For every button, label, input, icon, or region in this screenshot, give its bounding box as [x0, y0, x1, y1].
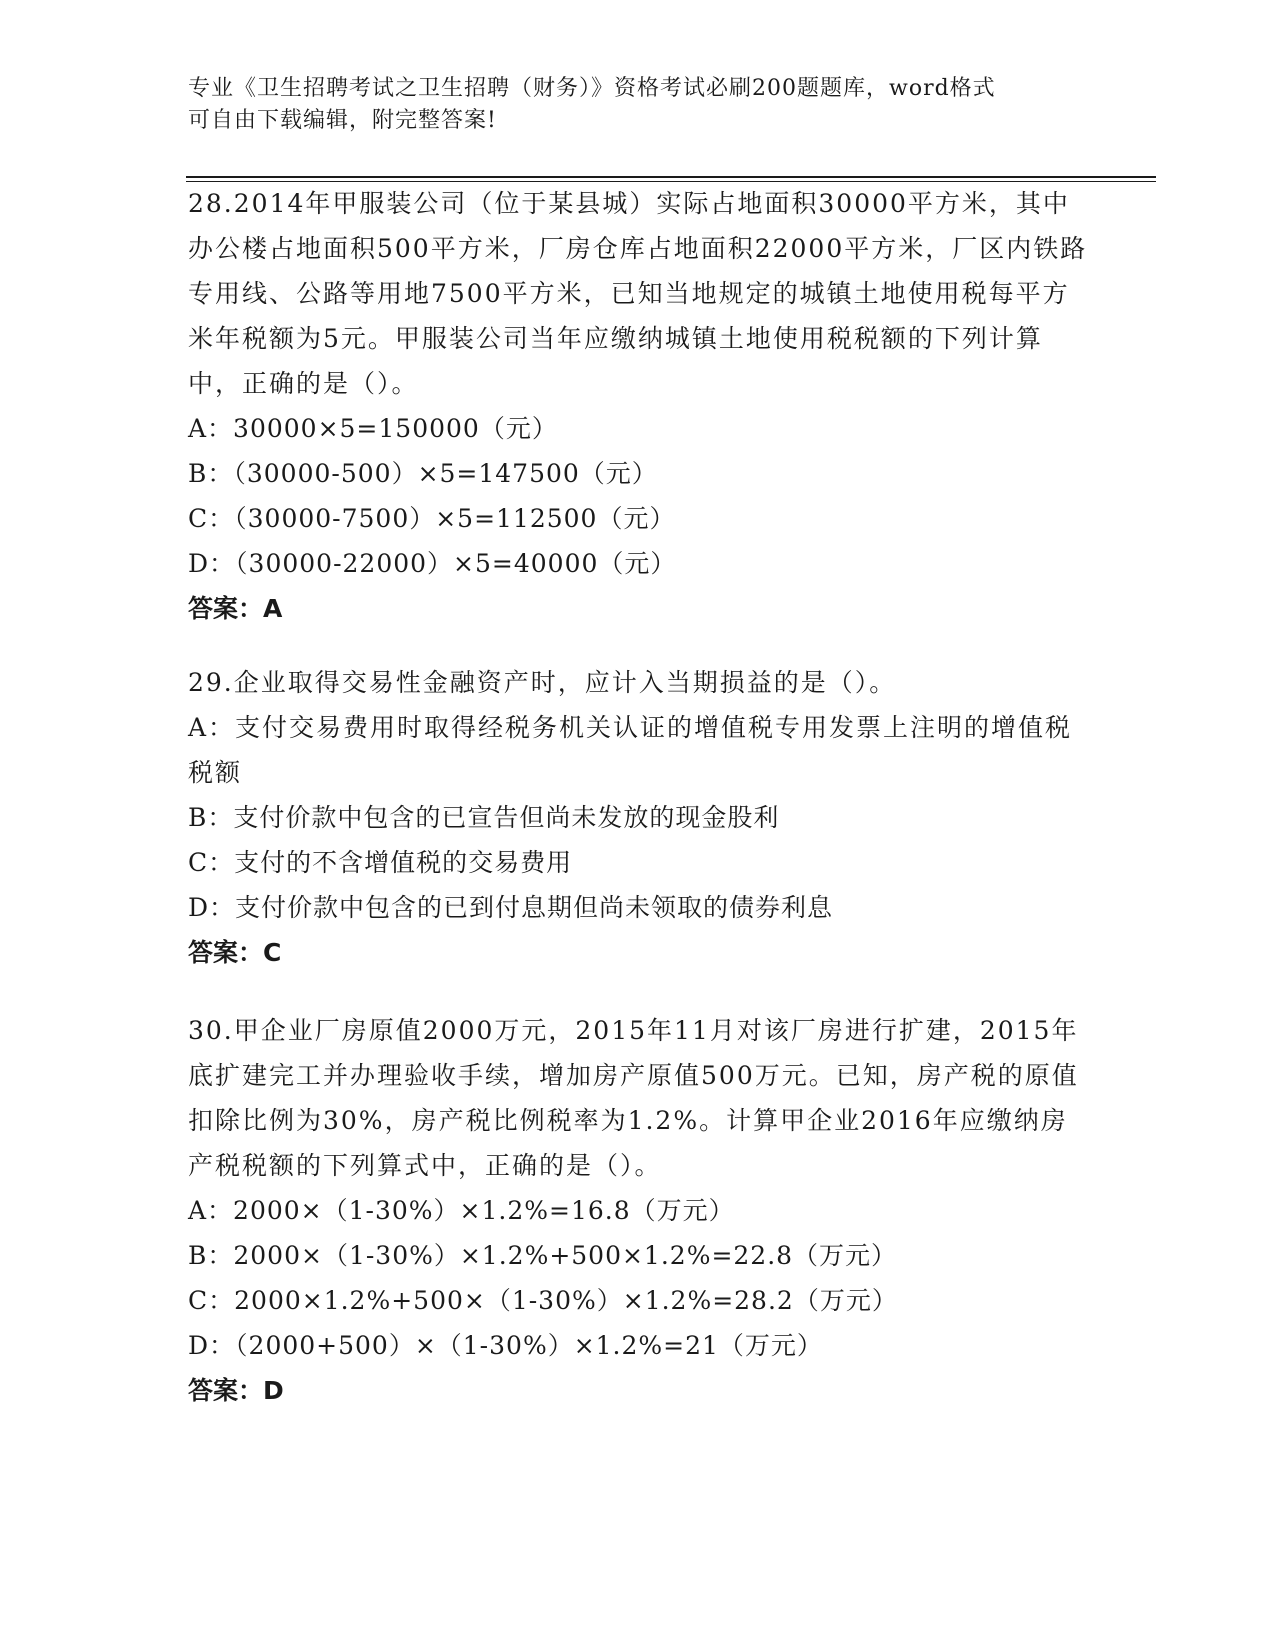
question-29: [188, 660, 1088, 975]
answer-label: 答案：A: [188, 594, 283, 623]
option-d: D：（2000+500）×（1-30%）×1.2%=21（万元）: [188, 1331, 823, 1360]
option-c: C：支付的不含增值税的交易费用: [188, 848, 573, 877]
option-c: C：（30000-7500）×5=112500（元）: [188, 504, 676, 533]
question-stem: 28.2014年甲服装公司（位于某县城）实际占地面积30000平方米，其中办公楼占地面积500平方米，厂房仓库占地面积22000平方米，厂区内铁路专用线、公路等用地7500平方米，已知当地规定的城镇土地使用税每平方米年税额为5元。甲服装公司当年应缴纳城镇土地使用税税额的下列计算中，正确的是（）。: [188, 189, 1088, 398]
header-line-1: 专业《卫生招聘考试之卫生招聘（财务）》资格考试必刷200题题库，word格式: [188, 76, 996, 101]
header-line-2: 可自由下载编辑，附完整答案!: [188, 108, 497, 133]
option-a: A：2000×（1-30%）×1.2%=16.8（万元）: [188, 1196, 735, 1225]
document-header: [188, 73, 1088, 137]
option-a: A：30000×5=150000（元）: [188, 414, 558, 443]
question-28: [188, 181, 1088, 631]
option-a: A：支付交易费用时取得经税务机关认证的增值税专用发票上注明的增值税税额: [188, 713, 1073, 787]
question-stem: 30.甲企业厂房原值2000万元，2015年11月对该厂房进行扩建，2015年底扩建完工并办理验收手续，增加房产原值500万元。已知，房产税的原值扣除比例为30%，房产税比例税率为1.2%。计算甲企业2016年应缴纳房产税税额的下列算式中，正确的是（）。: [188, 1016, 1079, 1180]
option-d: D：支付价款中包含的已到付息期但尚未领取的债券利息: [188, 893, 834, 922]
option-b: B：（30000-500）×5=147500（元）: [188, 459, 658, 488]
option-c: C：2000×1.2%+500×（1-30%）×1.2%=28.2（万元）: [188, 1286, 898, 1315]
answer-label: 答案：D: [188, 1376, 284, 1405]
option-b: B：支付价款中包含的已宣告但尚未发放的现金股利: [188, 803, 780, 832]
option-d: D：（30000-22000）×5=40000（元）: [188, 549, 677, 578]
question-stem: 29.企业取得交易性金融资产时，应计入当期损益的是（）。: [188, 668, 897, 697]
answer-label: 答案：C: [188, 938, 282, 967]
option-b: B：2000×（1-30%）×1.2%+500×1.2%=22.8（万元）: [188, 1241, 898, 1270]
question-30: [188, 1008, 1088, 1413]
